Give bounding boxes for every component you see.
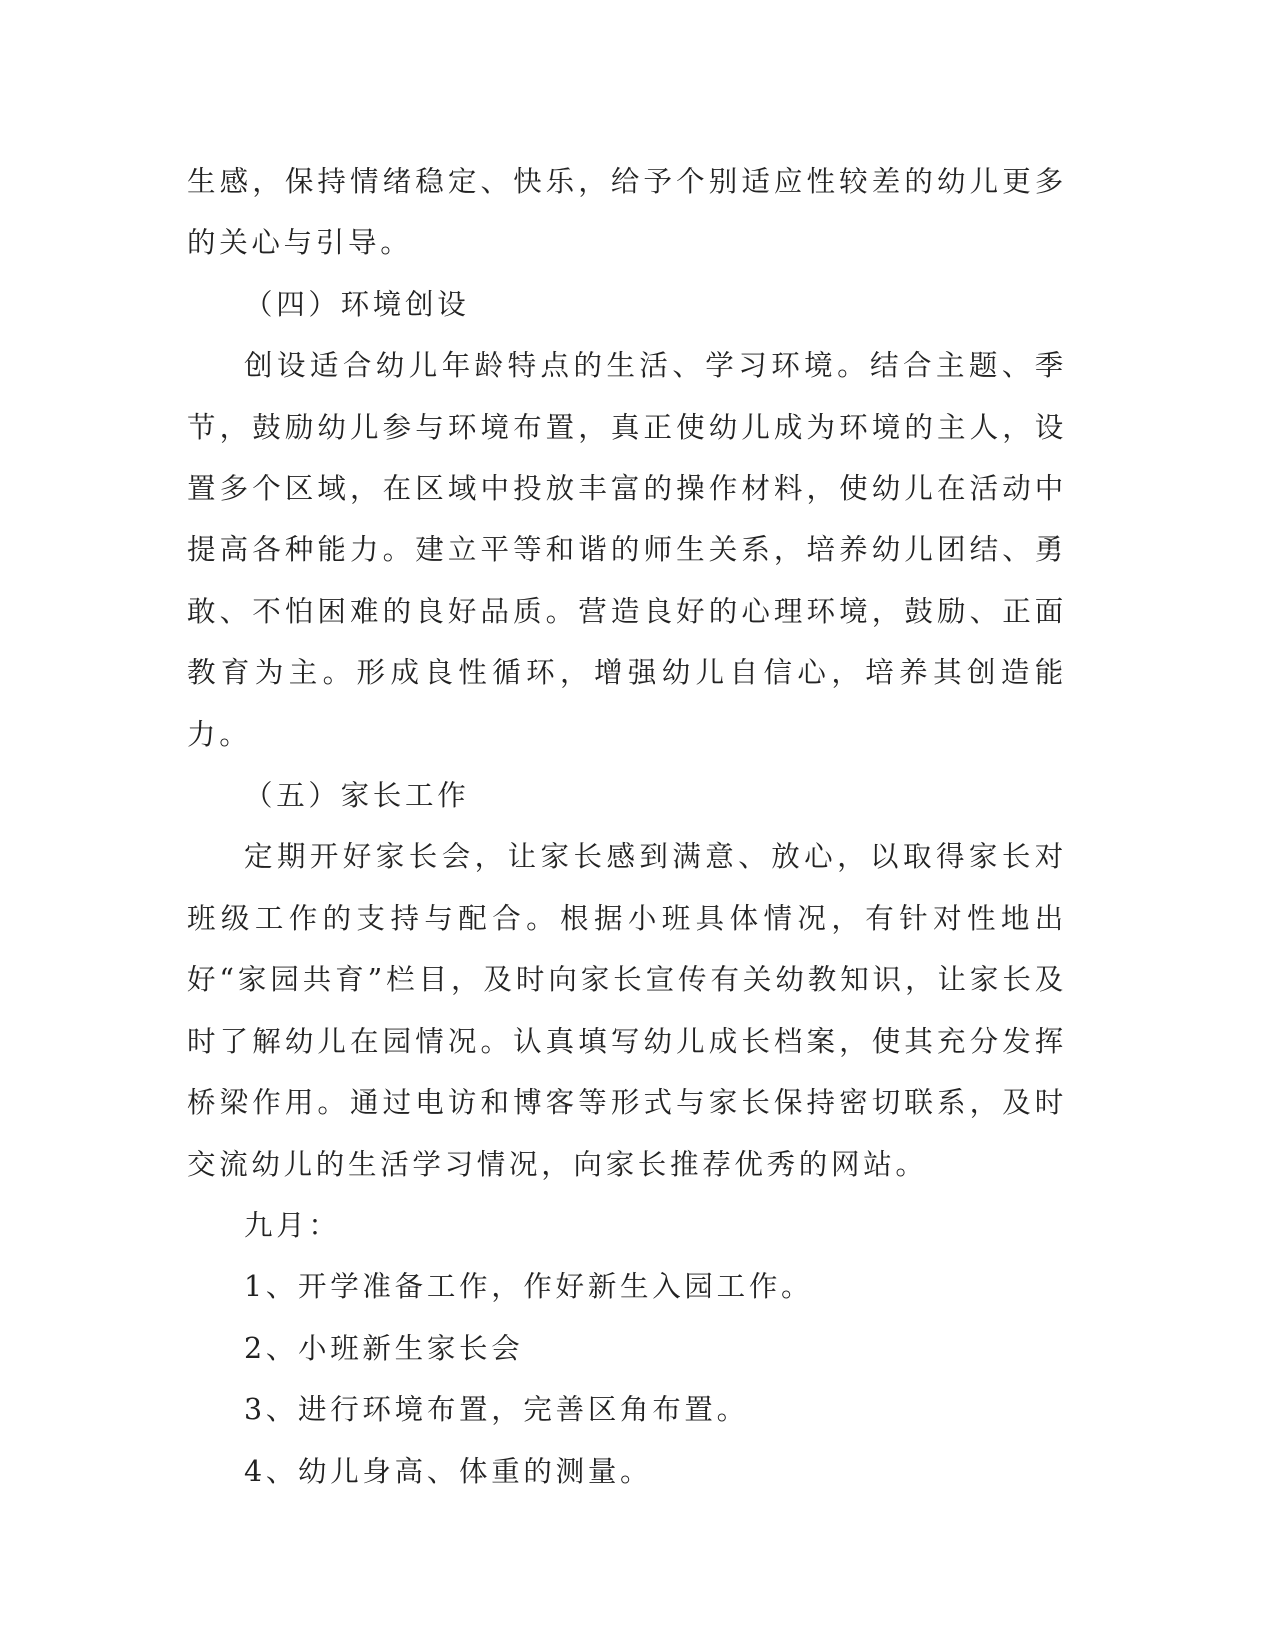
paragraph-parent-work: 定期开好家长会，让家长感到满意、放心，以取得家长对班级工作的支持与配合。根据小班具体情况，有针对性地出好“家园共育”栏目，及时向家长宣传有关幼教知识，让家长及时了解幼儿在园情况。认真填写幼儿成长档案，使其充分发挥桥梁作用。通过电访和博客等形式与家长保持密切联系，及时交流幼儿的生活学习情况，向家长推荐优秀的网站。 xyxy=(187,840,1067,1181)
list-item: 4、幼儿身高、体重的测量。 xyxy=(244,1454,653,1488)
month-heading-september: 九月： xyxy=(244,1208,341,1242)
paragraph-environment: 创设适合幼儿年龄特点的生活、学习环境。结合主题、季节，鼓励幼儿参与环境布置，真正使幼儿成为环境的主人，设置多个区域，在区域中投放丰富的操作材料，使幼儿在活动中提高各种能力。建立平等和谐的师生关系，培养幼儿团结、勇敢、不怕困难的良好品质。营造良好的心理环境，鼓励、正面教育为主。形成良性循环，增强幼儿自信心，培养其创造能力。 xyxy=(187,349,1067,751)
paragraph-continuation: 生感，保持情绪稳定、快乐，给予个别适应性较差的幼儿更多的关心与引导。 xyxy=(187,165,1067,260)
list-item: 2、小班新生家长会 xyxy=(244,1331,524,1365)
list-item: 3、进行环境布置，完善区角布置。 xyxy=(244,1393,749,1427)
section-heading-parent-work: （五）家长工作 xyxy=(244,779,470,813)
list-item: 1、开学准备工作，作好新生入园工作。 xyxy=(244,1270,814,1304)
document-body xyxy=(187,151,1067,1502)
section-heading-environment: （四）环境创设 xyxy=(244,287,470,321)
